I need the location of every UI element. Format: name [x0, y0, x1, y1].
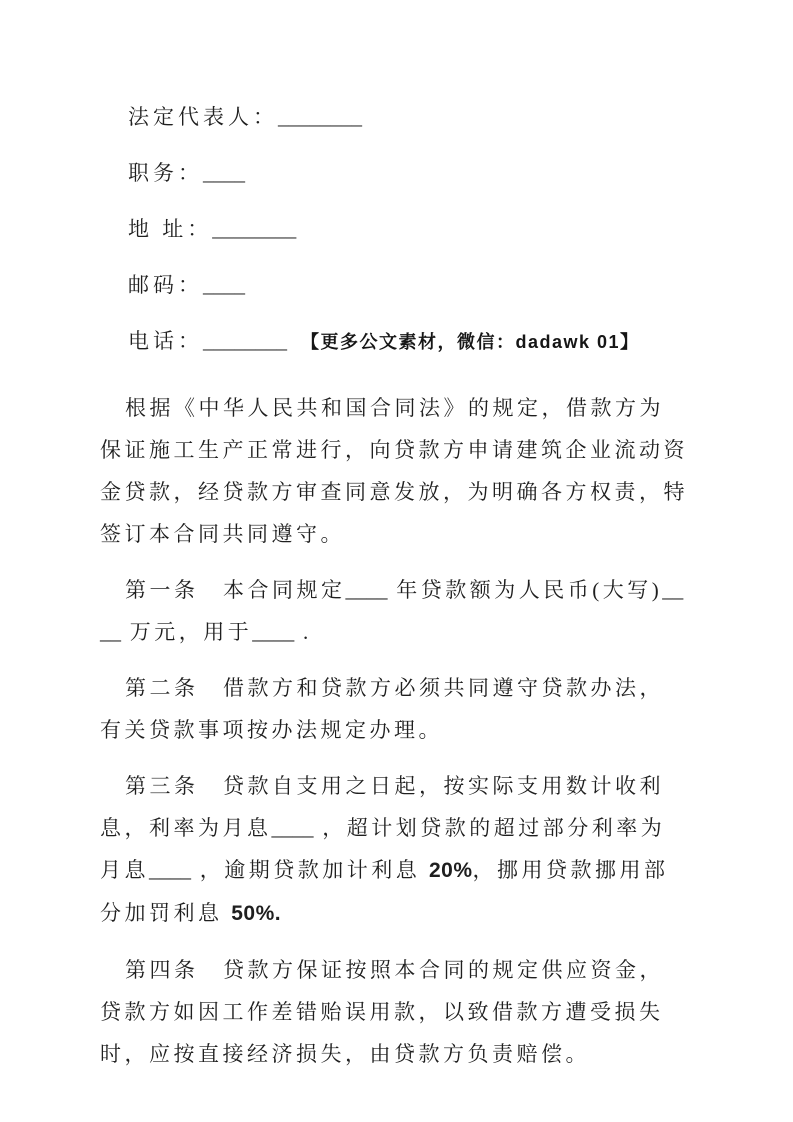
inline-blank-line: ____: [271, 816, 314, 840]
field-blank-line: ____: [203, 273, 245, 297]
paragraph-text: 第二条 借款方和贷款方必须共同遵守贷款办法，有关贷款事项按办法规定办理。: [100, 676, 664, 742]
field-row: [100, 162, 688, 185]
paragraph-text: 第三条 贷款自支用之日起，按实际支用数计收利息，利率为月息: [100, 774, 664, 840]
paragraph-text: 万元，用于: [121, 620, 253, 644]
paragraph-text: ，逾期贷款加计利息: [191, 858, 429, 882]
field-blank-line: ________: [212, 217, 297, 241]
inline-blank-line: ____: [149, 858, 191, 882]
contract-paragraph: [100, 765, 688, 935]
paragraph-text: ，挪用贷款挪用部分加罚利息: [100, 858, 669, 925]
field-label: 邮码：: [128, 273, 203, 297]
contract-paragraph: [100, 387, 688, 555]
inline-blank-line: ____: [252, 620, 295, 644]
inline-blank-line: ____: [100, 578, 684, 644]
inline-blank-line: ____: [345, 578, 388, 602]
field-row: [100, 218, 688, 241]
highlighted-number: 20%: [429, 859, 473, 882]
contract-header-fields: [100, 106, 688, 354]
field-label: 地 址：: [128, 217, 213, 241]
field-row: [100, 274, 688, 297]
watermark-text: 【更多公文素材，微信：dadawk 01】: [301, 332, 640, 352]
paragraph-text: ，超计划贷款的超过部分利率为月息: [100, 816, 666, 882]
contract-paragraph: [100, 949, 688, 1075]
field-blank-line: ________: [203, 329, 287, 353]
contract-body: [100, 387, 688, 1075]
paragraph-text: .: [294, 620, 312, 644]
paragraph-text: 年贷款额为人民币(大写): [387, 578, 663, 602]
field-blank-line: ________: [278, 105, 362, 129]
field-row: [100, 106, 688, 129]
highlighted-number: 50%.: [231, 902, 282, 925]
field-label: 电话：: [128, 329, 203, 353]
field-label: 职务：: [128, 161, 203, 185]
field-row: [100, 330, 688, 354]
paragraph-text: 第四条 贷款方保证按照本合同的规定供应资金，贷款方如因工作差错贻误用款，以致借款方遭受损失时，应按直接经济损失，由贷款方负责赔偿。: [100, 958, 664, 1066]
contract-paragraph: [100, 569, 688, 653]
paragraph-text: 第一条 本合同规定: [125, 578, 346, 602]
field-label: 法定代表人：: [128, 105, 278, 129]
field-blank-line: ____: [203, 161, 245, 185]
paragraph-text: 根据《中华人民共和国合同法》的规定，借款方为保证施工生产正常进行，向贷款方申请建筑企业流动资金贷款，经贷款方审查同意发放，为明确各方权责，特签订本合同共同遵守。: [100, 396, 688, 546]
contract-paragraph: [100, 667, 688, 751]
